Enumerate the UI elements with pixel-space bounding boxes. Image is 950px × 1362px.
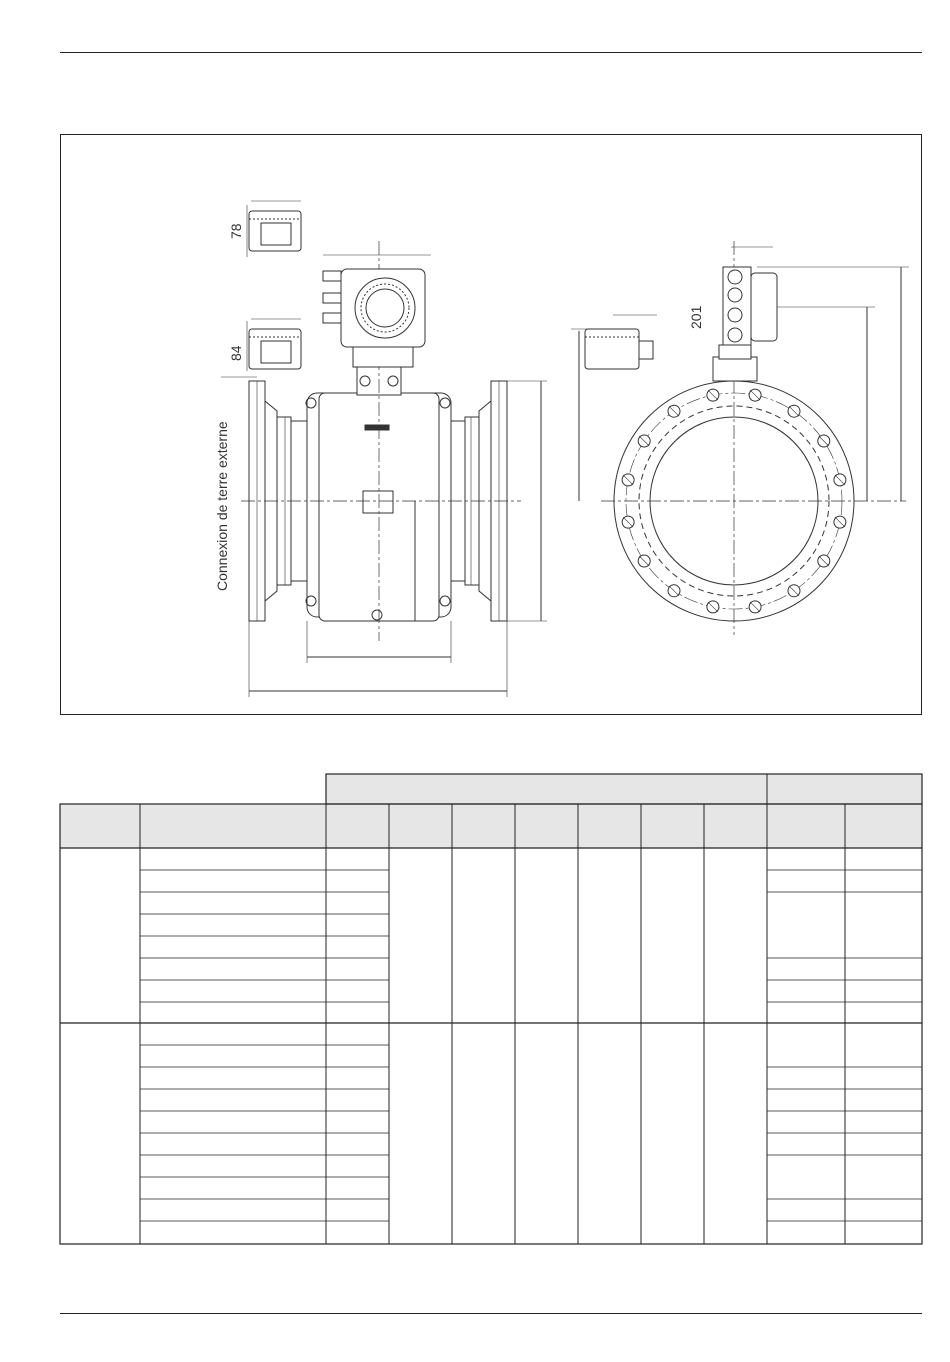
- dim-201-label: 201: [688, 305, 704, 329]
- dim-78-label: 78: [228, 223, 244, 239]
- bottom-rule: [60, 1313, 922, 1314]
- dim-84-label: 84: [228, 345, 244, 361]
- earth-connection-label: Connexion de terre externe: [214, 421, 230, 591]
